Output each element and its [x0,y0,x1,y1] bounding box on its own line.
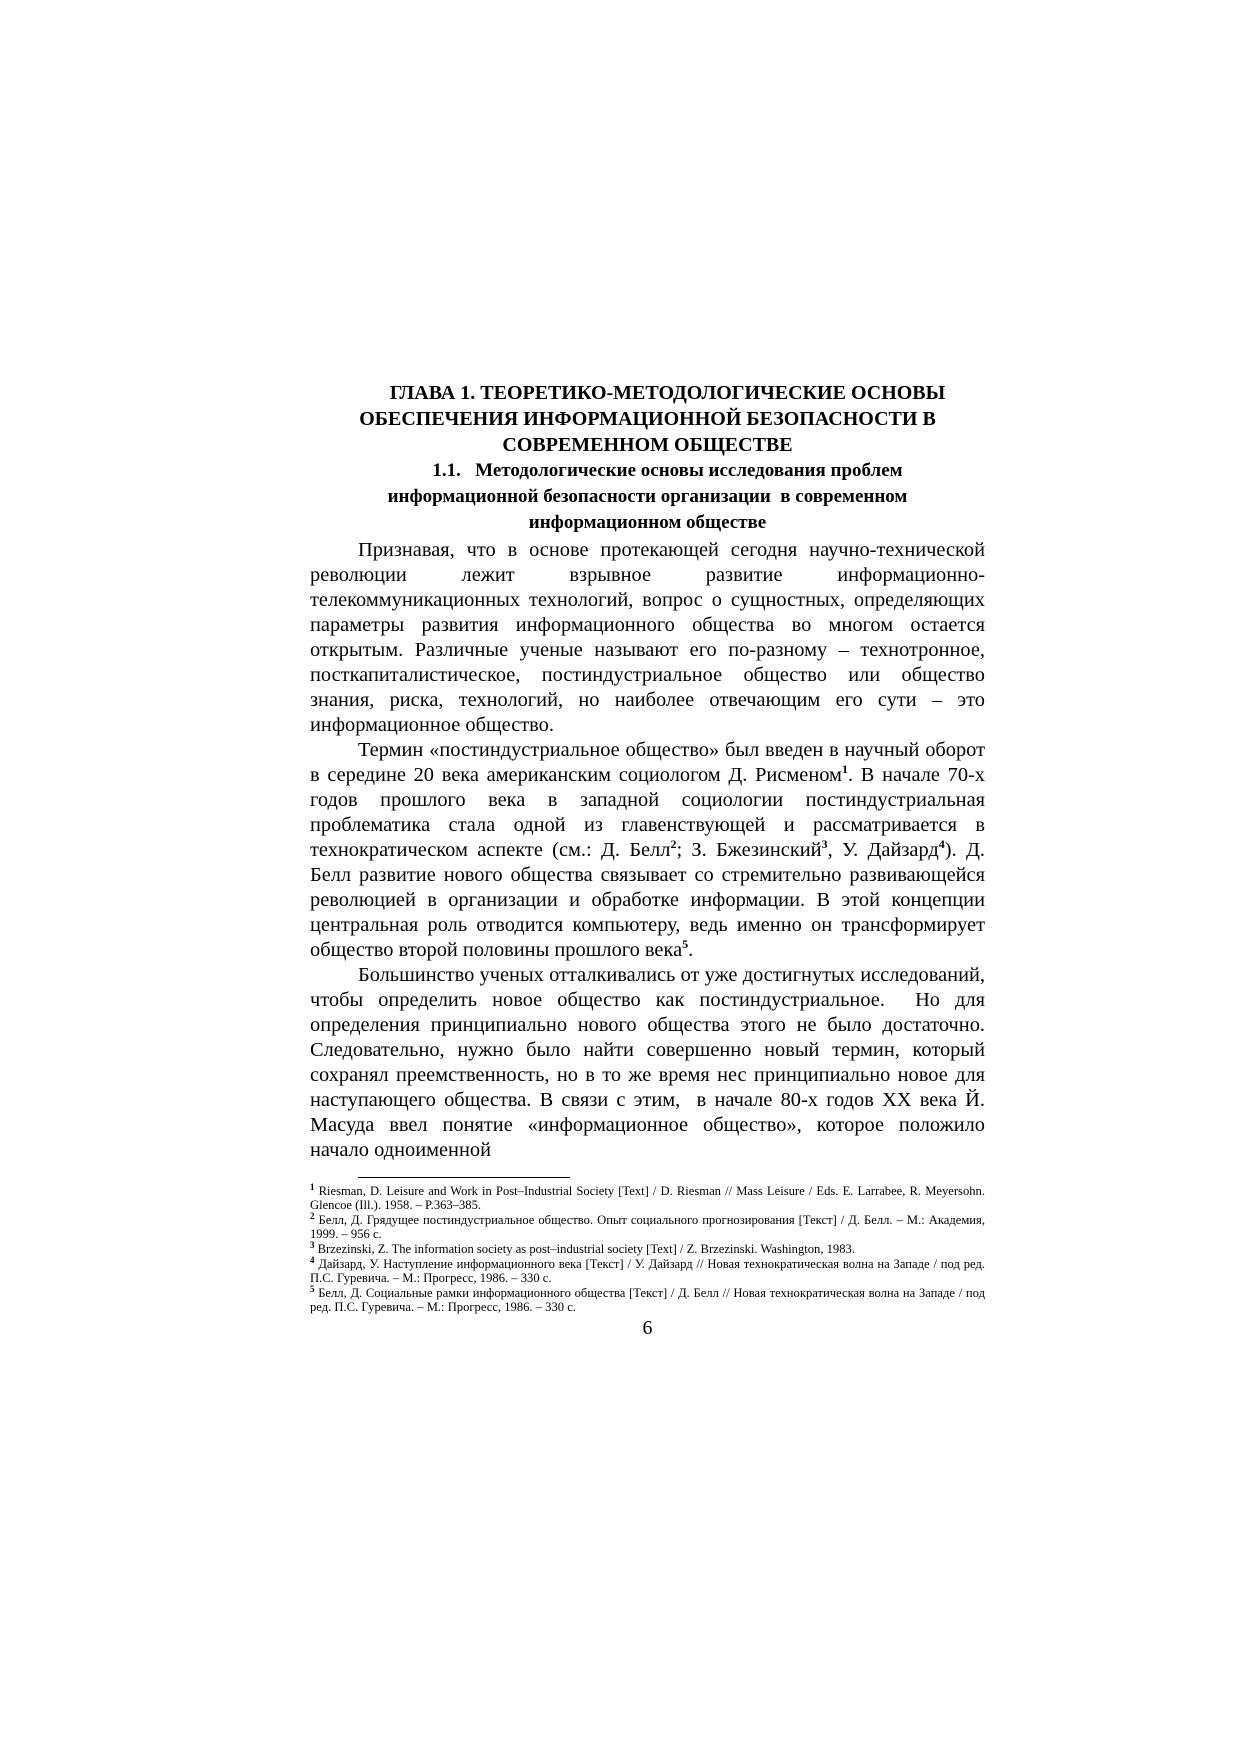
section-title-line-3: информационном обществе [528,512,767,533]
footnote-5-number: 5 [310,1283,315,1294]
footnotes [310,1181,985,1314]
footnote-1 [310,1181,985,1212]
footnote-separator [358,1177,570,1178]
footnote-4-text: Дайзард, У. Наступление информационного века [Текст] / У. Дайзард // Новая технократическая волна на Западе / под ред. П.С. Гуревича. – М.: Прогресс, 1986. – 330 с. [310,1257,985,1285]
paragraph-2-text-e: ). Д. Белл развитие нового общества связывает со стремительно развивающейся революцией в организации и обработке информации. В этой концепции центральная роль отводится компьютеру, ведь именно он трансформирует общество второй половины прошлого века [310,839,985,961]
footnote-2 [310,1210,985,1241]
document-page [310,380,991,1340]
paragraph-2-text-a: Термин «постиндустриальное общество» был введен в научный оборот в середине 20 века американским социологом Д. Рисменом [310,739,985,786]
footnote-1-text: Riesman, D. Leisure and Work in Post–Industrial Society [Text] / D. Riesman // Mass Leisure / Eds. E. Larrabee, R. Meyersohn. Glencoe (Ill.). 1958. – P.363–385. [310,1184,985,1212]
chapter-title-line-2: ОБЕСПЕЧЕНИЯ ИНФОРМАЦИОННОЙ БЕЗОПАСНОСТИ В [359,408,936,430]
footnote-ref-2: 2 [670,837,677,852]
footnote-2-number: 2 [310,1210,315,1221]
footnote-4 [310,1254,985,1285]
footnote-3 [310,1239,985,1256]
chapter-title-line-1: ГЛАВА 1. ТЕОРЕТИКО-МЕТОДОЛОГИЧЕСКИЕ ОСНОВЫ [389,382,946,404]
paragraph-2-text-d: , У. Дайзард [827,839,939,861]
section-title-line-1: 1.1. Методологические основы исследования проблем [432,460,903,481]
footnote-ref-4: 4 [938,837,945,852]
footnote-2-text: Белл, Д. Грядущее постиндустриальное общество. Опыт социального прогнозирования [Текст] / Д. Белл. – М.: Академия, 1999. – 956 с. [310,1213,985,1241]
paragraph-1: Признавая, что в основе протекающей сегодня научно-технической революции лежит взрывное развитие информационно-телекоммуникационных технологий, вопрос о сущностных, определяющих параметры развития информационного общества во многом остается открытым. Различные ученые называют его по-разному – технотронное, посткапиталистическое, постиндустриальное общество или общество знания, риска, технологий, но наиболее отвечающим его сути – это информационное общество. [310,539,985,736]
paragraph-3: Большинство ученых отталкивались от уже достигнутых исследований, чтобы определить новое общество как постиндустриальное. Но для определения принципиально нового общества этого не было достаточно. Следовательно, нужно было найти совершенно новый термин, который сохранял преемственность, но в то же время нес принципиально новое для наступающего общества. В связи с этим, в начале 80-х годов XX века Й. Масуда ввел понятие «информационное общество», которое положило начало одноименной [310,964,991,1161]
section-title-line-2: информационной безопасности организации в современном [387,486,908,507]
footnote-3-text: Brzezinski, Z. The information society as post–industrial society [Text] / Z. Brzezinski. Washington, 1983. [314,1242,855,1256]
paragraph-2-text-b: . В начале 70-х годов прошлого века в западной социологии постиндустриальная проблематика стала одной из главенствующей и рассматривается в технократическом аспекте (см.: Д. Белл [310,764,985,861]
footnote-ref-3: 3 [821,837,828,852]
chapter-title [310,380,985,458]
footnote-3-number: 3 [310,1239,315,1250]
footnote-ref-1: 1 [841,762,848,777]
section-title [310,458,985,536]
page-number: 6 [642,1317,653,1339]
paragraph-2-text-c: ; З. Бжезинский [676,839,822,861]
footnote-4-number: 4 [310,1254,315,1265]
footnote-1-number: 1 [310,1181,315,1192]
paragraph-2-text-f: . [688,939,694,961]
footnote-ref-5: 5 [682,937,689,952]
paragraph-2 [310,738,985,963]
footnote-5-text: Белл, Д. Социальные рамки информационного общества [Текст] / Д. Белл // Новая технократическая волна на Западе / под ред. П.С. Гуревича. – М.: Прогресс, 1986. – 330 с. [310,1286,985,1314]
footnote-5 [310,1283,985,1314]
chapter-title-line-3: СОВРЕМЕННОМ ОБЩЕСТВЕ [502,434,793,456]
